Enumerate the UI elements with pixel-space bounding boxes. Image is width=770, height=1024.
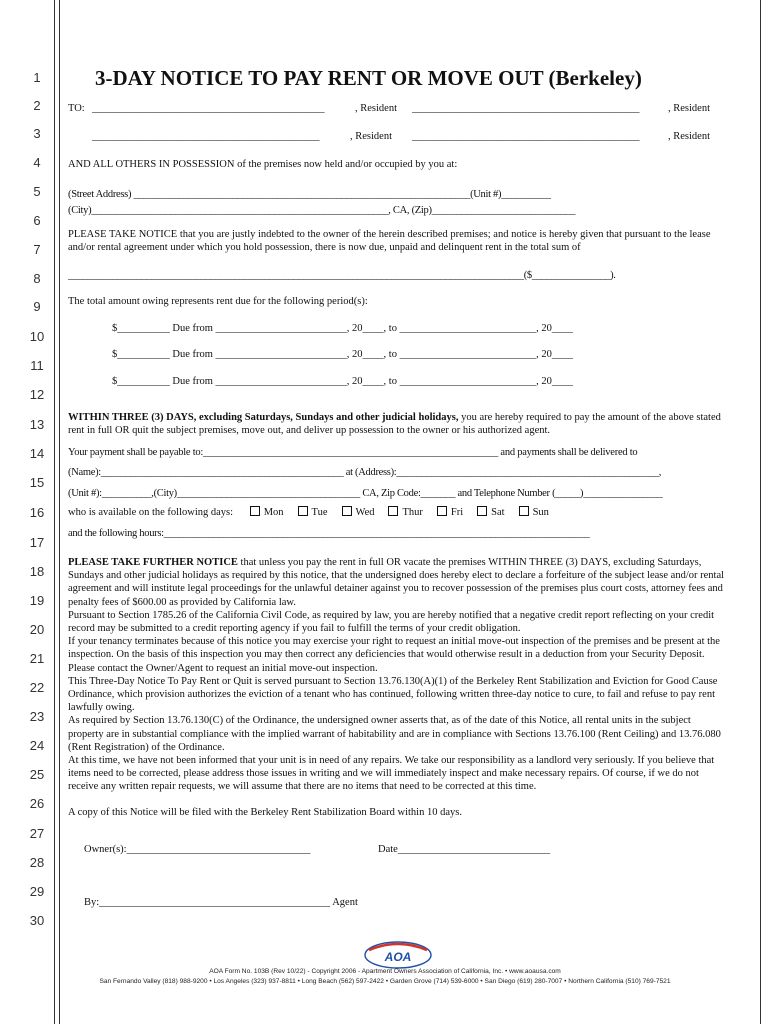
line-number: 19 [29, 593, 45, 608]
line-number: 27 [29, 826, 45, 841]
line-number: 24 [29, 738, 45, 753]
aoa-logo [363, 940, 433, 970]
payable-to-field[interactable]: Your payment shall be payable to:___________________________________________________________ and payments shall be delivered to [68, 447, 638, 458]
line-number: 22 [29, 680, 45, 695]
total-amount-field[interactable]: _____________________________________________________________________________________________($________________). [68, 270, 616, 281]
day-option-tue[interactable] [298, 507, 328, 518]
credit-report-paragraph: Pursuant to Section 1785.26 of the California Civil Code, as required by law, you are hereby notified that a negative credit report reflecting on your credit record may be submitted to a credit reporting agency if you fail to fulfill the terms of your credit obligation. [68, 609, 715, 635]
line-number: 12 [29, 387, 45, 402]
line-number: 29 [29, 884, 45, 899]
line-number: 3 [33, 126, 41, 141]
resident-label-3: , Resident [350, 131, 392, 142]
checkbox-icon[interactable] [477, 506, 487, 516]
day-option-thur[interactable] [388, 507, 422, 518]
line-number: 18 [29, 564, 45, 579]
line-number: 15 [29, 475, 45, 490]
further-bold: PLEASE TAKE FURTHER NOTICE [68, 557, 238, 568]
board-copy-text: A copy of this Notice will be filed with the Berkeley Rent Stabilization Board within 10 days. [68, 807, 462, 818]
line-number: 17 [29, 535, 45, 550]
notice-paragraph: PLEASE TAKE NOTICE that you are justly indebted to the owner of the herein described premises; and notice is hereby given that pursuant to the lease and/or rental agreement under which you hold possession, there is now due, unpaid and delinquent rent in the total sum of [68, 229, 711, 254]
day-label: Sat [491, 507, 505, 518]
period-row-1[interactable]: $__________ Due from _________________________, 20____, to __________________________, 20____ [112, 323, 573, 334]
line-number: 28 [29, 855, 45, 870]
day-label: Mon [263, 507, 284, 518]
day-label: Fri [450, 507, 464, 518]
line-number: 30 [29, 913, 45, 928]
line-number: 25 [29, 767, 45, 782]
all-others-text: AND ALL OTHERS IN POSSESSION of the premises now held and/or occupied by you at: [68, 159, 458, 170]
day-option-sun[interactable] [519, 507, 549, 518]
moveout-inspection-paragraph: If your tenancy terminates because of this notice you may exercise your right to request an initial move-out inspection of the premises and be present at the inspection. On the basis of this inspection you may then correct any deficiencies that would otherwise result in a deduction from your Security Deposit. Please contact the Owner/Agent to request an initial move-out inspection. [68, 636, 720, 674]
period-row-2[interactable]: $__________ Due from _________________________, 20____, to __________________________, 20____ [112, 349, 573, 360]
within-bold: WITHIN THREE (3) DAYS, excluding Saturdays, Sundays and other judicial holidays, [68, 412, 459, 423]
checkbox-icon[interactable] [388, 506, 398, 516]
periods-label: The total amount owing represents rent due for the following period(s): [68, 296, 368, 307]
line-number: 8 [33, 271, 41, 286]
further-rest: that unless you pay the rent in full OR vacate the premises WITHIN THREE (3) DAYS, excluding Saturdays, Sundays and other judicial holidays as required by this notice, that the undersigned does hereby elect to declare a forfeiture of the subject lease and/or rental agreement and will institute legal proceedings for the unlawful detainer against you to recover possession of the premises plus court costs, attorney fees and penalty fees of $600.00 as provided by California law. [68, 557, 725, 608]
line-number: 9 [33, 299, 41, 314]
day-label: Sun [532, 507, 549, 518]
street-address-field[interactable]: (Street Address) ____________________________________________________________________(Unit #)__________ [68, 189, 551, 200]
line-number: 11 [30, 358, 44, 373]
further-notice-block [68, 556, 728, 794]
line-number: 16 [29, 505, 45, 520]
line-number: 21 [29, 651, 45, 666]
logo-text: AOA [384, 950, 412, 964]
checkbox-icon[interactable] [519, 506, 529, 516]
resident-label-2: , Resident [668, 103, 710, 114]
footer-offices: San Fernando Valley (818) 988-9200 • Los Angeles (323) 937-8811 • Long Beach (562) 597-2422 • Garden Grove (714) 539-6000 • San Diego (619) 280-7007 • Northern California (510) 769-7521 [99, 978, 671, 985]
within-rest: you are hereby required to pay the amount of the above stated rent in full OR quit the subject premises, move out, and deliver up possession to the owner or his authorized agent. [68, 412, 721, 437]
city-zip-field[interactable]: (City)____________________________________________________________, CA, (Zip)_____________________________ [68, 205, 576, 216]
hours-field[interactable]: and the following hours:______________________________________________________________________________________ [68, 528, 590, 539]
checkbox-icon[interactable] [437, 506, 447, 516]
resident-blank-2[interactable]: _____________________________________________ [412, 103, 640, 114]
day-label: Wed [355, 507, 375, 518]
left-margin-rule-2 [59, 0, 60, 1024]
payee-unit-city-field[interactable]: (Unit #):__________,(City)_____________________________________ CA, Zip Code:_______ and Telephone Number (_____)________________ [68, 488, 663, 499]
available-days-row [68, 506, 563, 519]
line-number: 5 [33, 184, 41, 199]
day-label: Thur [402, 507, 423, 518]
page-title: 3-DAY NOTICE TO PAY RENT OR MOVE OUT (Berkeley) [95, 66, 642, 90]
line-number: 14 [29, 446, 45, 461]
repairs-paragraph: At this time, we have not been informed that your unit is in need of any repairs. We take our responsibility as a landlord very seriously. If you believe that items need to be corrected, please address those issues in writing and we will immediately inspect and make necessary repairs. Of course, if we do not receive any written repair requests, we will assume that there are no items that need to be corrected at this time. [68, 755, 715, 793]
line-number: 10 [29, 329, 45, 344]
payee-name-address-field[interactable]: (Name):_________________________________________________ at (Address):_____________________________________________________, [68, 467, 662, 478]
day-label: Tue [311, 507, 328, 518]
line-number: 4 [33, 155, 41, 170]
agent-signature-field[interactable]: By:____________________________________________ Agent [84, 897, 358, 908]
day-option-fri[interactable] [437, 507, 463, 518]
left-margin-rule-1 [54, 0, 55, 1024]
checkbox-icon[interactable] [250, 506, 260, 516]
checkbox-icon[interactable] [298, 506, 308, 516]
within-three-days-paragraph [68, 411, 728, 437]
date-field[interactable]: Date_____________________________ [378, 844, 551, 855]
right-margin-rule [760, 0, 761, 1024]
line-number: 6 [33, 213, 41, 228]
to-label: TO: [68, 103, 85, 114]
line-number: 20 [29, 622, 45, 637]
habitability-paragraph: As required by Section 13.76.130(C) of the Ordinance, the undersigned owner asserts that, as of the date of this Notice, all rental units in the subject property are in substantial compliance with the implied warrant of habitability and are in compliance with Sections 13.76.100 (Rent Ceiling) and 13.76.080 (Rent Registration) of the Ordinance. [68, 715, 721, 753]
resident-label-4: , Resident [668, 131, 710, 142]
day-option-sat[interactable] [477, 507, 504, 518]
resident-blank-3[interactable]: _____________________________________________ [92, 131, 320, 142]
line-number: 1 [33, 70, 41, 85]
owner-signature-field[interactable]: Owner(s):___________________________________ [84, 844, 311, 855]
resident-blank-4[interactable]: _____________________________________________ [412, 131, 640, 142]
day-option-mon[interactable] [250, 507, 284, 518]
line-number: 23 [29, 709, 45, 724]
days-label: who is available on the following days: [68, 507, 234, 518]
line-number: 7 [33, 242, 41, 257]
footer-form-info: AOA Form No. 103B (Rev 10/22) - Copyright 2006 - Apartment Owners Association of California, Inc. • www.aoausa.com [209, 968, 561, 975]
line-number: 2 [33, 98, 41, 113]
days-checkboxes [250, 507, 563, 518]
further-notice-paragraph [68, 556, 728, 609]
resident-label-1: , Resident [355, 103, 397, 114]
line-number: 26 [29, 796, 45, 811]
day-option-wed[interactable] [342, 507, 375, 518]
period-row-3[interactable]: $__________ Due from _________________________, 20____, to __________________________, 20____ [112, 376, 573, 387]
resident-blank-1[interactable]: ______________________________________________ [92, 103, 325, 114]
checkbox-icon[interactable] [342, 506, 352, 516]
line-number: 13 [29, 417, 45, 432]
ordinance-paragraph: This Three-Day Notice To Pay Rent or Quit is served pursuant to Section 13.76.130(A)(1) of the Berkeley Rent Stabilization and Eviction for Good Cause Ordinance, which provision authorizes the eviction of a tenant who has continued, following written three-day notice to cure, to fail and refuse to pay rent lawfully owing. [68, 675, 718, 714]
